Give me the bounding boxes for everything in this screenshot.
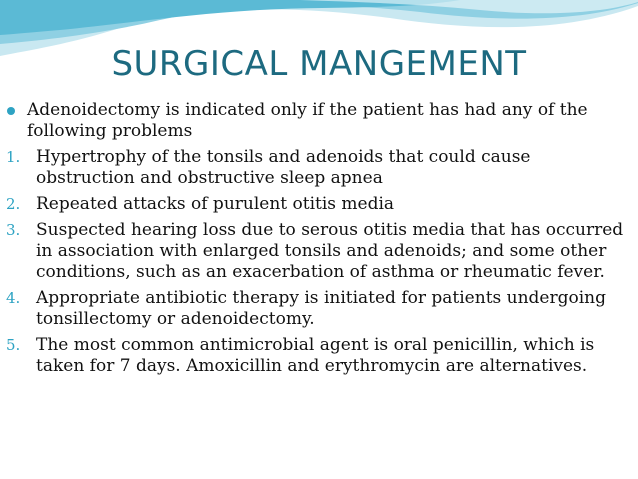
bullet-dot-icon [7, 107, 15, 115]
list-item [6, 194, 632, 215]
item-text: Appropriate antibiotic therapy is initiated for patients undergoing tonsillectomy or adenoidectomy. [36, 288, 607, 329]
list-item [6, 220, 632, 283]
item-number: 3. [6, 221, 21, 239]
item-text: Suspected hearing loss due to serous otitis media that has occurred in association with enlarged tonsils and adenoids; and some other conditions, such as an exacerbation of asthma or rheumatic fever. [36, 220, 624, 282]
list-item [6, 147, 632, 189]
item-text: Repeated attacks of purulent otitis media [36, 194, 395, 214]
slide-title: SURGICAL MANGEMENT [111, 44, 527, 84]
item-number: 1. [6, 148, 21, 166]
item-number: 2. [6, 195, 21, 213]
list-item [6, 335, 632, 377]
item-text: The most common antimicrobial agent is oral penicillin, which is taken for 7 days. Amoxicillin and erythromycin are alternatives. [36, 335, 595, 376]
list-item [6, 288, 632, 330]
item-number: 5. [6, 336, 21, 354]
intro-bullet [6, 100, 632, 142]
item-number: 4. [6, 289, 21, 307]
slide-content [6, 100, 632, 382]
item-text: Hypertrophy of the tonsils and adenoids that could cause obstruction and obstructive sleep apnea [36, 147, 531, 188]
intro-text: Adenoidectomy is indicated only if the patient has had any of the following problems [27, 100, 588, 141]
